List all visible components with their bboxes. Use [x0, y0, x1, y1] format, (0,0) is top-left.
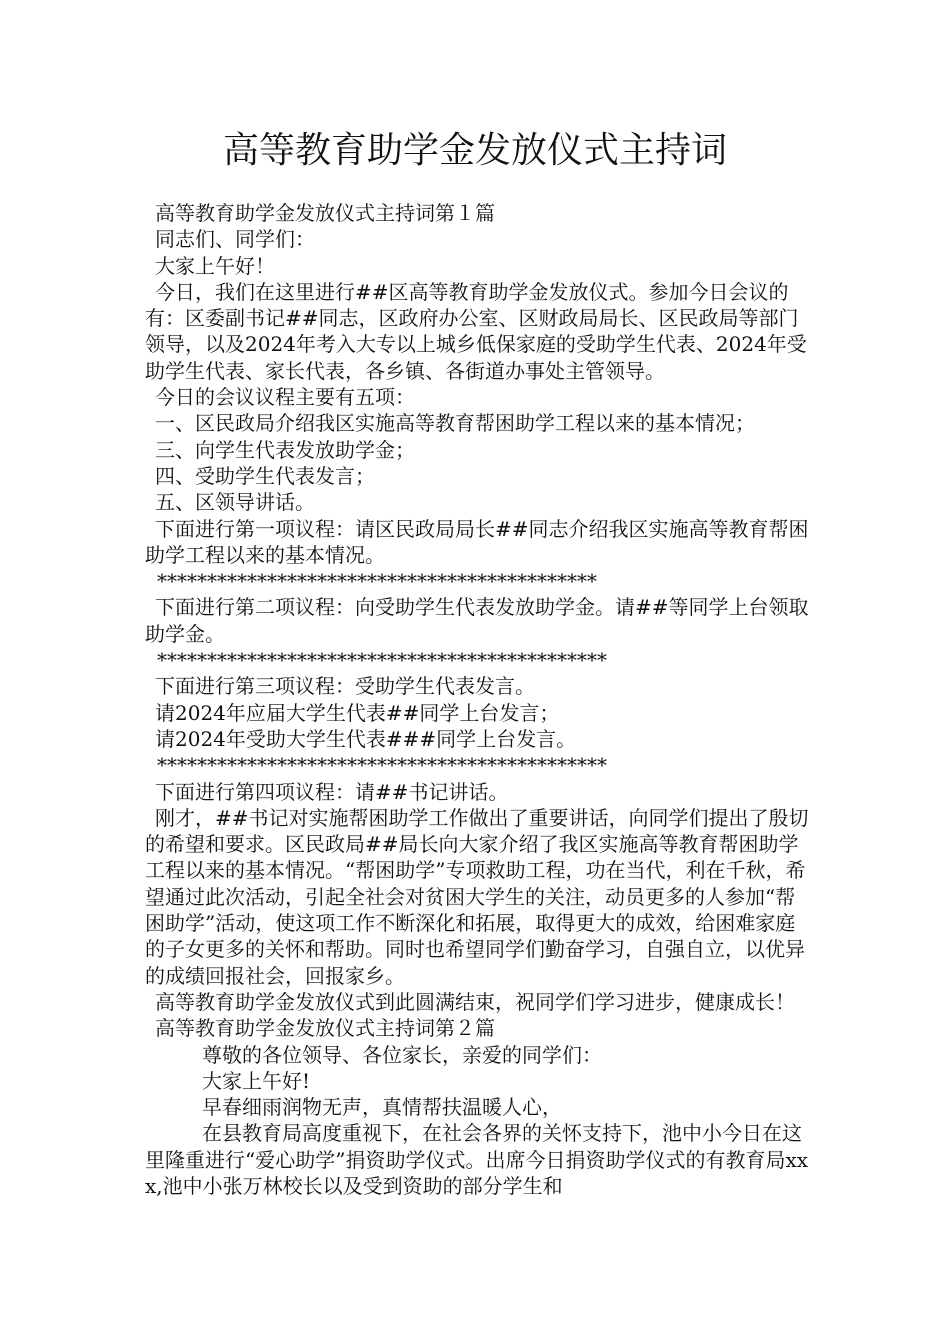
paragraph: 大家上午好！ [155, 253, 275, 278]
paragraph: 早春细雨润物无声，真情帮扶温暖人心， [202, 1095, 562, 1120]
paragraph: 下面进行第四项议程：请##书记讲话。 [155, 779, 509, 804]
paragraph: 今日的会议议程主要有五项： [155, 385, 415, 410]
paragraph: 四、受助学生代表发言； [155, 463, 375, 488]
paragraph: 同志们、同学们： [155, 227, 315, 252]
paragraph: 今日，我们在这里进行##区高等教育助学金发放仪式。参加今日会议的有：区委副书记##同志，区政府办公室、区财政局局长、区民政局等部门领导，以及2024年考入大专以上城乡低保家庭的受助学生代表、2024年受助学生代表、家长代表，各乡镇、各街道办事处主管领导。 [145, 279, 807, 383]
paragraph: 请2024年应届大学生代表##同学上台发言； [155, 700, 560, 725]
paragraph: 下面进行第二项议程：向受助学生代表发放助学金。请##等同学上台领取助学金。 [145, 595, 809, 646]
paragraph: 下面进行第一项议程：请区民政局局长##同志介绍我区实施高等教育帮困助学工程以来的基本情况。 [145, 516, 809, 567]
paragraph: 请2024年受助大学生代表###同学上台发言。 [155, 726, 577, 751]
paragraph: 一、区民政局介绍我区实施高等教育帮困助学工程以来的基本情况； [155, 411, 755, 436]
paragraph: 高等教育助学金发放仪式到此圆满结束，祝同学们学习进步，健康成长！ [155, 989, 795, 1014]
paragraph: 高等教育助学金发放仪式主持词第１篇 [155, 201, 495, 225]
paragraph: 五、区领导讲话。 [155, 490, 315, 515]
separator-line: ******************************************** [157, 569, 597, 594]
paragraph: 下面进行第三项议程：受助学生代表发言。 [155, 674, 535, 699]
paragraph: 在县教育局高度重视下，在社会各界的关怀支持下，池中小今日在这里隆重进行“爱心助学”捐资助学仪式。出席今日捐资助学仪式的有教育局xxx,池中小张万林校长以及受到资助的部分学生和 [145, 1121, 809, 1198]
paragraph: 刚才，##书记对实施帮困助学工作做出了重要讲话，向同学们提出了殷切的希望和要求。区民政局##局长向大家介绍了我区实施高等教育帮困助学工程以来的基本情况。“帮困助学”专项救助工程，功在当代，利在千秋，希望通过此次活动，引起全社会对贫困大学生的关注，动员更多的人参加“帮困助学”活动，使这项工作不断深化和拓展，取得更大的成效，给困难家庭的子女更多的关怀和帮助。同时也希望同学们勤奋学习，自强自立，以优异的成绩回报社会，回报家乡。 [145, 805, 809, 988]
document-body [145, 200, 815, 1199]
paragraph: 大家上午好! [202, 1068, 311, 1093]
separator-line: ********************************************* [157, 648, 607, 673]
paragraph: 三、向学生代表发放助学金； [155, 437, 415, 462]
paragraph: 高等教育助学金发放仪式主持词第２篇 [155, 1016, 495, 1041]
separator-line: ********************************************* [157, 753, 607, 778]
document-title: 高等教育助学金发放仪式主持词 [222, 130, 727, 171]
paragraph: 尊敬的各位领导、各位家长，亲爱的同学们： [202, 1042, 602, 1067]
